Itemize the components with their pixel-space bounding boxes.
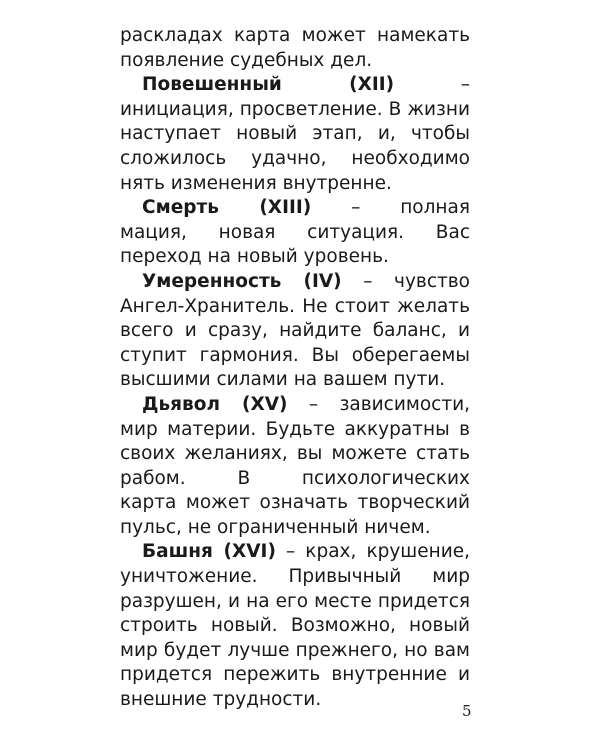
text-line: придется пережить внутренние и: [120, 664, 470, 686]
card-term: Смерть (XIII): [142, 197, 312, 219]
text-line: разрушен, и на его месте придется: [120, 590, 470, 612]
entry-death: [120, 196, 470, 270]
text-line: Ангел-Хранитель. Не стоит желать: [120, 295, 470, 317]
text-fragment: – крах, крушение,: [275, 541, 470, 563]
card-term: Башня (XVI): [142, 541, 276, 563]
entry-first-line: [120, 73, 470, 98]
entry-first-line: [120, 196, 470, 221]
text-fragment: – чувство: [363, 270, 470, 292]
text-line: сложилось удачно, необходимо: [120, 147, 470, 169]
entry-temperance: [120, 270, 470, 393]
text-line: внешние трудности.: [120, 689, 322, 711]
text-line: рабом. В психологических: [120, 467, 470, 489]
entry-tower: [120, 540, 470, 712]
text-line: раскладах карта может намекать: [120, 25, 470, 46]
card-term: Умеренность (IV): [142, 270, 342, 292]
text-line: мир материи. Будьте аккуратны в: [120, 418, 470, 440]
text-line: уничтожение. Привычный мир: [120, 566, 470, 588]
text-line: своих желаниях, вы можете стать: [120, 443, 470, 465]
text-line: мир будет лучше прежнего, но вам: [120, 639, 470, 661]
text-line: пульс, не ограниченный ничем.: [120, 516, 431, 538]
text-fragment: – зависимости,: [308, 393, 470, 415]
text-fragment: – полная: [351, 197, 470, 219]
entry-devil: [120, 393, 470, 541]
text-line: мация, новая ситуация. Вас: [120, 221, 470, 243]
body-text: [120, 24, 470, 713]
entry-first-line: [120, 540, 470, 565]
entry-hanged-man: [120, 73, 470, 196]
text-line: карта может означать творческий: [120, 492, 470, 514]
card-term: Повешенный (XII): [142, 74, 395, 96]
text-line: появление судебных дел.: [120, 49, 373, 71]
page-number: 5: [462, 702, 472, 720]
card-term: Дьявол (XV): [142, 393, 288, 415]
text-line: нять изменения внутренне.: [120, 172, 392, 194]
text-line: всего и сразу, найдите баланс, и: [120, 320, 470, 342]
entry-first-line: [120, 393, 470, 418]
text-line: строить новый. Возможно, новый: [120, 615, 470, 637]
continuation-paragraph: [120, 24, 470, 73]
text-line: переход на новый уровень.: [120, 246, 389, 268]
entry-first-line: [120, 270, 470, 295]
text-fragment: –: [460, 74, 470, 96]
text-line: наступает новый этап, и, чтобы: [120, 123, 470, 145]
text-line: ступит гармония. Вы оберегаемы: [120, 344, 470, 366]
text-line: инициация, просветление. В жизни: [120, 98, 470, 120]
text-line: высшими силами на вашем пути.: [120, 369, 446, 391]
